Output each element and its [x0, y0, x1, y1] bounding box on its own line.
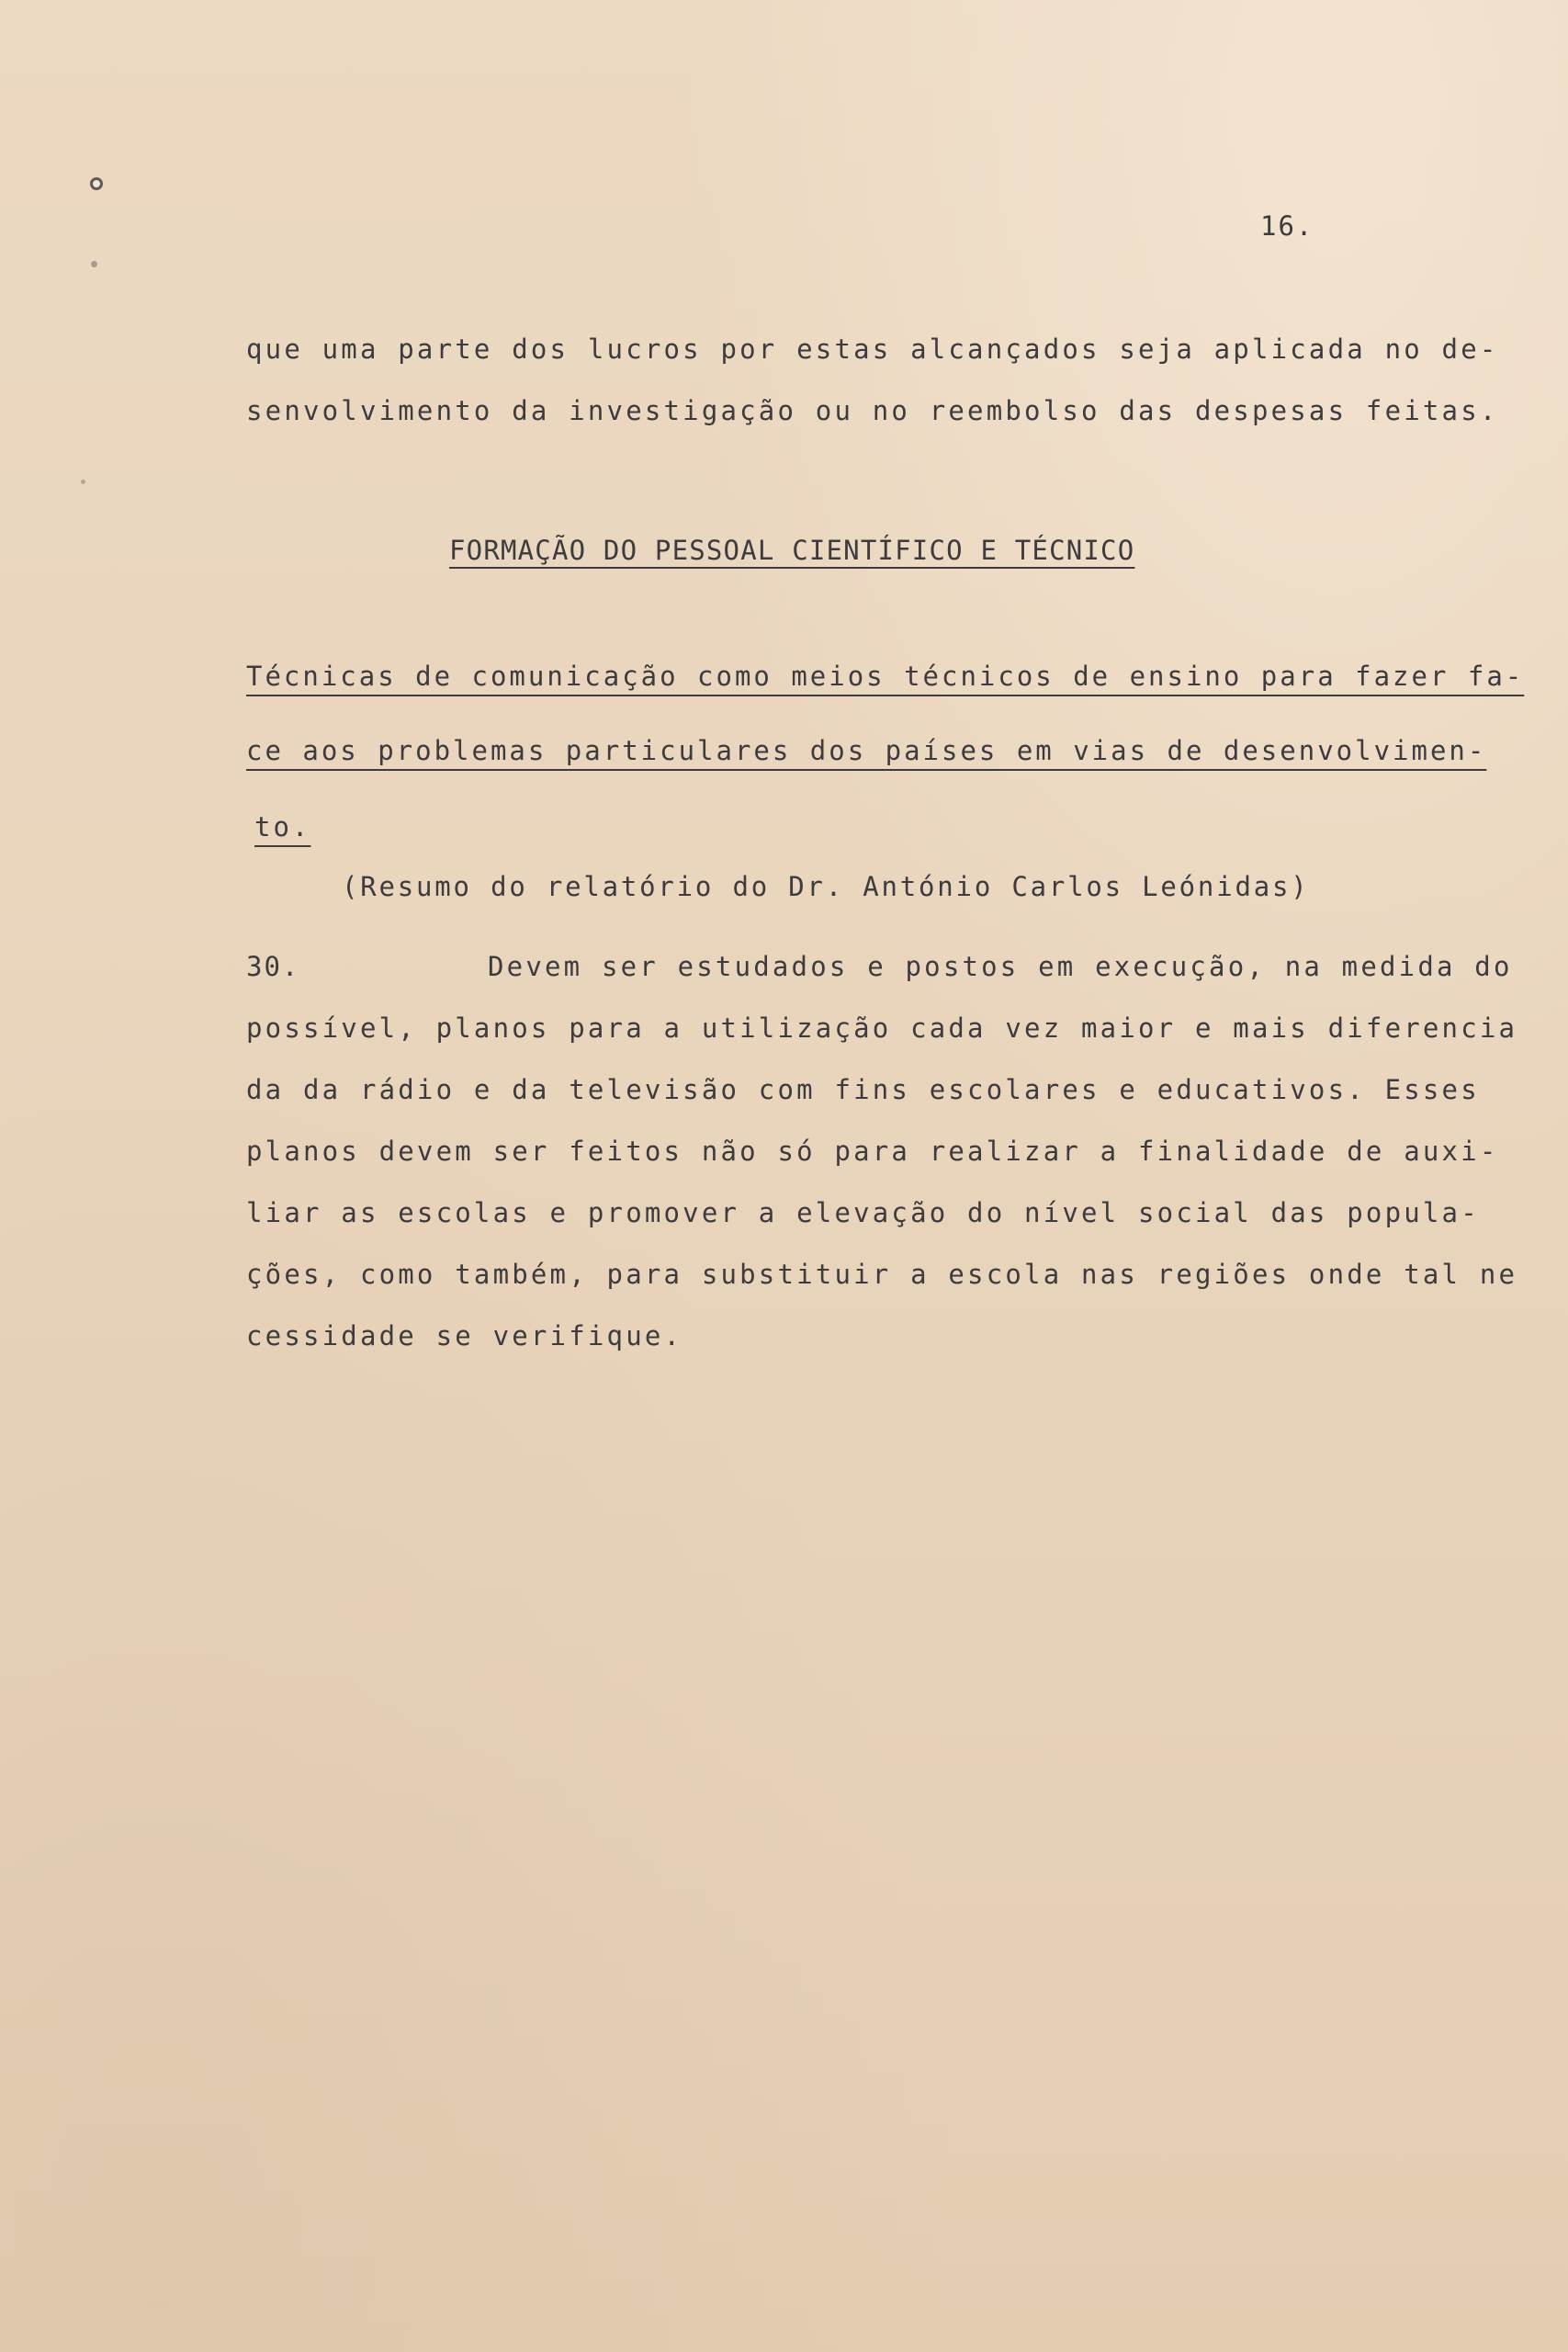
paper-dot-mark: [81, 480, 85, 484]
punch-dot-mark: [91, 261, 97, 267]
body-line: que uma parte dos lucros por estas alcançados seja aplicada no de-: [246, 334, 1499, 365]
page-number: 16.: [1260, 210, 1314, 242]
body-line: senvolvimento da investigação ou no reembolso das despesas feitas.: [246, 395, 1499, 426]
paragraph-line: liar as escolas e promover a elevação do nível social das popula-: [246, 1197, 1480, 1228]
paragraph-line: possível, planos para a utilização cada vez maior e mais diferencia: [246, 1012, 1518, 1044]
section-subtitle-line: Técnicas de comunicação como meios técnicos de ensino para fazer fa-: [246, 661, 1525, 692]
section-heading: FORMAÇÃO DO PESSOAL CIENTÍFICO E TÉCNICO: [449, 535, 1135, 566]
paragraph-line: da da rádio e da televisão com fins escolares e educativos. Esses: [246, 1074, 1480, 1105]
summary-note: (Resumo do relatório do Dr. António Carlos Leónidas): [342, 871, 1310, 902]
section-subtitle-line: ce aos problemas particulares dos países em vias de desenvolvimen-: [246, 735, 1487, 766]
paragraph-line: planos devem ser feitos não só para realizar a finalidade de auxi-: [246, 1136, 1499, 1167]
paragraph-line: ções, como também, para substituir a escola nas regiões onde tal ne: [246, 1259, 1518, 1290]
paragraph-number: 30.: [246, 951, 300, 982]
paragraph-line: Devem ser estudados e postos em execução, na medida do: [488, 951, 1513, 982]
section-subtitle-line: to.: [254, 811, 311, 842]
punch-hole-mark: [90, 177, 103, 190]
paragraph-line: cessidade se verifique.: [246, 1320, 683, 1351]
